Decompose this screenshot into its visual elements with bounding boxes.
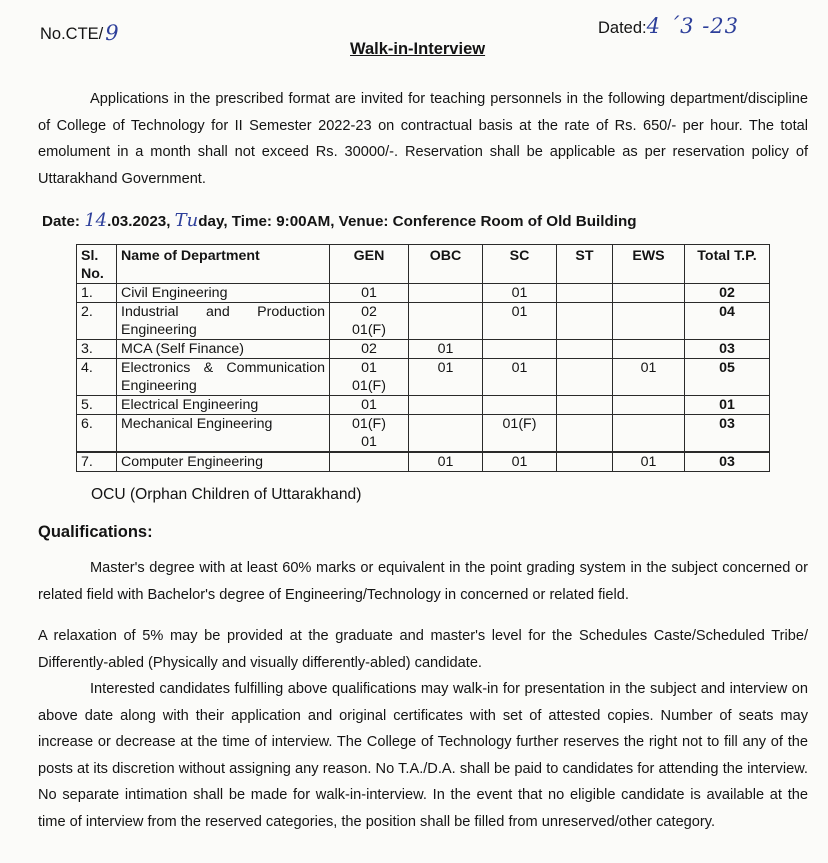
ews-cell — [613, 396, 685, 415]
sl-cell: 5. — [77, 396, 117, 415]
sc-cell — [483, 340, 557, 359]
obc-cell — [409, 396, 483, 415]
st-cell — [557, 284, 613, 303]
col-header-st: ST — [557, 245, 613, 284]
sl-cell: 3. — [77, 340, 117, 359]
table-row — [77, 284, 770, 303]
ews-cell — [613, 303, 685, 340]
department-cell: Industrial and Production Engineering — [117, 303, 330, 340]
date-rest: .03.2023, — [107, 213, 175, 230]
obc-cell — [409, 284, 483, 303]
col-header-obc: OBC — [409, 245, 483, 284]
qualifications-heading: Qualifications: — [38, 523, 153, 541]
obc-cell: 01 — [409, 452, 483, 472]
qualification-paragraph — [38, 555, 808, 608]
dated-handwritten: 4 ´3 -23 — [646, 14, 740, 38]
date-handwritten: 14 — [84, 210, 108, 231]
table-row — [77, 415, 770, 453]
col-header-ews: EWS — [613, 245, 685, 284]
department-cell: Computer Engineering — [117, 452, 330, 472]
sl-cell: 2. — [77, 303, 117, 340]
intro-paragraph — [38, 86, 808, 192]
st-cell — [557, 396, 613, 415]
total-cell: 03 — [685, 452, 770, 472]
ews-cell — [613, 415, 685, 453]
st-cell — [557, 415, 613, 453]
department-cell: Electrical Engineering — [117, 396, 330, 415]
day-handwritten: Tu — [174, 210, 199, 231]
total-cell: 03 — [685, 415, 770, 453]
sc-cell: 01 — [483, 452, 557, 472]
interest-text: Interested candidates fulfilling above qualifications may walk-in for presentation in the subject and interview on above date along with their application and original certificates with set of attested copies. Number of seats may increase or decrease at the time of interview. The College of Technology further reserves the right not to fill any of the posts at its discretion without assigning any reason. No T.A./D.A. shall be paid to candidates for attending the interview. No separate intimation shall be made for walk-in-interview. In the event that no eligible candidate is available at the time of interview from the reserved categories, the position shall be filled from unreserved/other category. — [38, 681, 808, 830]
sl-cell: 6. — [77, 415, 117, 453]
reference-number — [40, 20, 119, 44]
department-cell: Civil Engineering — [117, 284, 330, 303]
dated-label: Dated: — [598, 19, 647, 37]
intro-text: Applications in the prescribed format are invited for teaching personnels in the following department/discipline of College of Technology for II Semester 2022-23 on contractual basis at the rate of Rs. 650/- per hour. The total emolument in a month shall not exceed Rs. 30000/-. Reservation shall be applicable as per reservation policy of Uttarakhand Government. — [38, 91, 808, 187]
vacancy-table-body — [77, 284, 770, 472]
department-cell: Electronics & Communication Engineering — [117, 359, 330, 396]
relaxation-paragraph: A relaxation of 5% may be provided at the graduate and master's level for the Schedules Caste/Scheduled Tribe/ Differently-abled (Physically and visually differently-abled) candidate. — [38, 628, 808, 671]
ews-cell: 01 — [613, 452, 685, 472]
ews-cell: 01 — [613, 359, 685, 396]
col-header-total: Total T.P. — [685, 245, 770, 284]
table-row — [77, 452, 770, 472]
st-cell — [557, 452, 613, 472]
department-cell: Mechanical Engineering — [117, 415, 330, 453]
qualification-text: Master's degree with at least 60% marks or equivalent in the point grading system in the subject concerned or related field with Bachelor's degree of Engineering/Technology in concerned or related field. — [38, 560, 808, 603]
gen-cell: 01 01(F) — [330, 359, 409, 396]
ews-cell — [613, 284, 685, 303]
st-cell — [557, 359, 613, 396]
sl-cell: 1. — [77, 284, 117, 303]
st-cell — [557, 340, 613, 359]
obc-cell — [409, 303, 483, 340]
total-cell: 05 — [685, 359, 770, 396]
col-header-sl: Sl. No. — [77, 245, 117, 284]
gen-cell: 01 — [330, 396, 409, 415]
sc-cell — [483, 396, 557, 415]
obc-cell: 01 — [409, 340, 483, 359]
table-header-row — [77, 245, 770, 284]
table-row — [77, 396, 770, 415]
page-title: Walk-in-Interview — [350, 40, 486, 58]
gen-cell: 01 — [330, 284, 409, 303]
gen-cell: 02 — [330, 340, 409, 359]
st-cell — [557, 303, 613, 340]
interview-schedule — [42, 210, 637, 231]
ews-cell — [613, 340, 685, 359]
date-stamp — [598, 14, 739, 38]
col-header-sc: SC — [483, 245, 557, 284]
total-cell: 03 — [685, 340, 770, 359]
gen-cell — [330, 452, 409, 472]
obc-cell: 01 — [409, 359, 483, 396]
total-cell: 02 — [685, 284, 770, 303]
table-row — [77, 359, 770, 396]
ref-prefix: No.CTE/ — [40, 25, 104, 43]
obc-cell — [409, 415, 483, 453]
gen-cell: 02 01(F) — [330, 303, 409, 340]
col-header-department: Name of Department — [117, 245, 330, 284]
table-row — [77, 340, 770, 359]
sc-cell: 01 — [483, 359, 557, 396]
gen-cell: 01(F) 01 — [330, 415, 409, 453]
col-header-gen: GEN — [330, 245, 409, 284]
sc-cell: 01(F) — [483, 415, 557, 453]
interest-paragraph — [38, 676, 808, 835]
schedule-details: day, Time: 9:00AM, Venue: Conference Room of Old Building — [198, 213, 637, 230]
vacancy-table — [76, 244, 770, 472]
ocu-note: OCU (Orphan Children of Uttarakhand) — [91, 486, 362, 503]
sl-cell: 7. — [77, 452, 117, 472]
ref-handwritten: 9 — [105, 21, 119, 45]
sc-cell: 01 — [483, 284, 557, 303]
department-cell: MCA (Self Finance) — [117, 340, 330, 359]
total-cell: 01 — [685, 396, 770, 415]
date-label: Date: — [42, 213, 85, 230]
sl-cell: 4. — [77, 359, 117, 396]
table-row — [77, 303, 770, 340]
sc-cell: 01 — [483, 303, 557, 340]
total-cell: 04 — [685, 303, 770, 340]
